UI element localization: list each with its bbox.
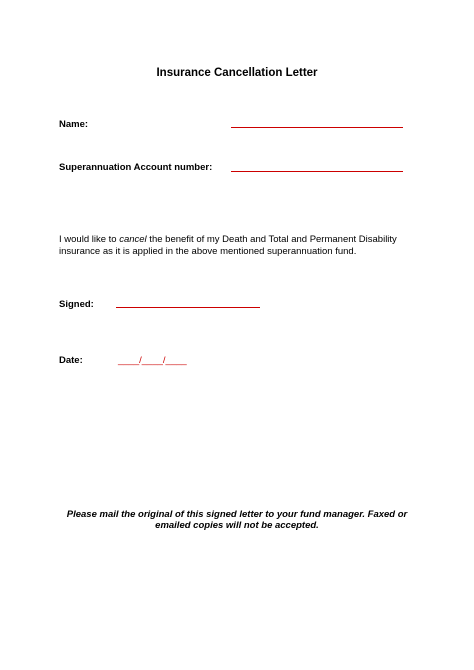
name-label: Name: [59, 119, 89, 130]
footer-note: Please mail the original of this signed letter to your fund manager. Faxed or emailed copies will not be accepted. [66, 509, 408, 531]
date-label: Date: [59, 355, 83, 366]
account-number-field-line[interactable] [231, 171, 403, 172]
name-field-line[interactable] [231, 127, 403, 128]
account-number-label: Superannuation Account number: [59, 162, 213, 173]
cancellation-statement [59, 234, 419, 258]
page-title: Insurance Cancellation Letter [156, 67, 318, 79]
signature-field-line[interactable] [116, 307, 260, 308]
date-field[interactable]: ____/____/____ [118, 355, 187, 366]
statement-text-start: I would like to [59, 234, 120, 245]
statement-text-end: the benefit of my Death and Total and Permanent Disability insurance as it is applied in the above mentioned superannuation fund. [59, 234, 397, 257]
signed-label: Signed: [59, 299, 94, 310]
statement-emphasis: cancel [119, 234, 147, 245]
